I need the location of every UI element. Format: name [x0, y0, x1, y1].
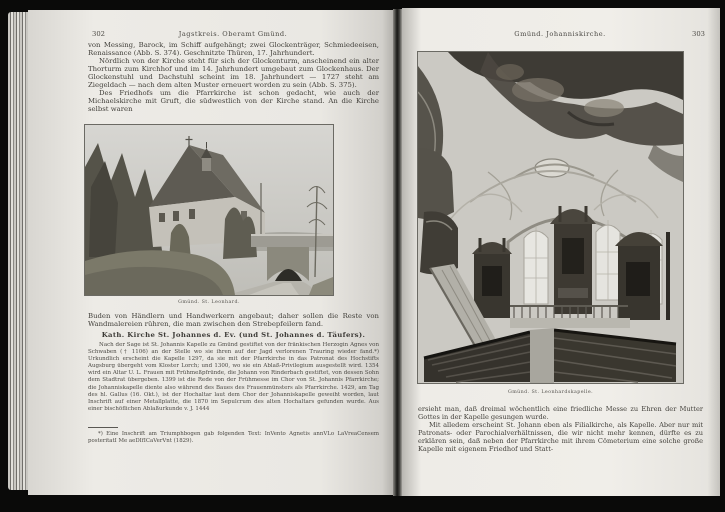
left-running-header: Jagstkreis. Oberamt Gmünd.	[178, 30, 288, 38]
paragraph: Buden von Händlern und Handwerkern angebaut; daher sollen die Reste von Wandmalereien rühren, die man zwischen den Strebepfeilern fand.	[88, 312, 379, 329]
chapel-bridge-photo	[85, 125, 333, 295]
paragraph: Nördlich von der Kirche steht für sich der Glockenturm, anscheinend ein alter Thorturm zum Kirchhof und im 14. Jahrhundert umgebaut zum Glockenhaus. Der Glockenstuhl und Dachstuhl scheint im 18. Jahrhundert — 1727 steht am Ziegeldach — nach dem alten Muster erneuert worden zu sein (Abb. S. 375).	[88, 57, 379, 90]
left-page	[28, 10, 393, 495]
left-body-top	[88, 41, 379, 113]
side-altar-left	[472, 238, 512, 318]
right-page-number: 303	[692, 30, 705, 38]
right-figure-caption: Gmünd. St. Leonhardskapelle.	[507, 390, 594, 395]
book-page-edges	[8, 12, 28, 490]
right-running-header: Gmünd. Johanniskirche.	[514, 30, 606, 38]
book-gutter	[393, 9, 402, 496]
right-body	[418, 406, 703, 453]
paragraph: von Messing, Barock, im Schiff aufgehängt; zwei Glockenträger, Schmiedeeisen, Renaissance (Abb. S. 374). Geschnitzte Thüren, 17. Jahrhundert.	[88, 41, 379, 58]
footnote-rule	[88, 427, 118, 428]
right-page	[402, 8, 720, 496]
paragraph: ersieht man, daß dreimal wöchentlich eine friedliche Messe zu Ehren der Mutter Gottes in der Kapelle gesungen wurde.	[418, 405, 703, 421]
high-altar-center	[550, 206, 596, 314]
left-figure-caption: Gmünd. St. Leonhard.	[178, 300, 240, 305]
baroque-interior-photo	[418, 52, 683, 383]
baroque-interior-illustration	[418, 52, 683, 383]
small-print-paragraph: Nach der Sage ist St. Johannis Kapelle zu Gmünd gestiftet von der fränkischen Herzogin Agnes von Schwaben († 1106) an der Stelle wo sie ihren auf der Jagd verlorenen Trauring wieder fand.*) Urkundlich erscheint die Kapelle 1297, da sie mit der Pfarrkirche in das Patronat des Hochstifts Augsburg übergeht vom Kloster Lorch; und 1300, wo sie ein Ablaß-Privilegium ausgestellt wird. 1354 wird ein Altar U. L. Frauen mit Frühmeßpfründe, die Johann von Rinderbach gestiftet, von dessen Sohn dem Stadtrat übergeben. 1399 ist die Rede von der Frühmesse im Chor von St. Johannis Pfarrkirche; die Johanniskapelle diente also während des Baues des Frauenmünsters als Pfarrkirche. 1429, am Tag des hl. Gallus (16. Okt.), ist der Hochaltar laut dem Chor der Johanniskapelle geweiht worden, laut Inschrift auf einer Metallplatte, die 1870 im Sepulcrum des alten Hochaltars gefunden wurde. Aus einer bischöflichen Ablaßurkunde v. J. 1444	[88, 342, 379, 412]
section-heading: Kath. Kirche St. Johannes d. Ev. (und St. Johannes d. Täufers).	[101, 331, 366, 339]
left-page-number: 302	[92, 30, 105, 38]
paragraph: Des Friedhofs um die Pfarrkirche ist schon gedacht, wie auch der Michaelskirche mit Gruft, die südwestlich von der Kirche stand. An die Kirche selbst waren	[88, 89, 379, 114]
footnote: *) Eine Inschrift am Triumphbogen gab folgenden Text: InVento Agnetis annVLo LaVreaCensem posteritatI Me aeDIfICaVerVnt (1829).	[88, 431, 379, 444]
left-body-middle	[88, 312, 379, 328]
paragraph: Mit alledem erscheint St. Johann eben als Filialkirche, als Kapelle. Aber nur mit Patronats- oder Parochialverhältnissen, die wir nicht mehr kennen, dürfte es zu erklären sein, daß neben der Pfarrkirche mit ihrem Cömeterium eine solche große Kapelle mit eigenem Friedhof und Statt-	[418, 420, 703, 453]
chapel-bridge-illustration	[85, 125, 333, 295]
